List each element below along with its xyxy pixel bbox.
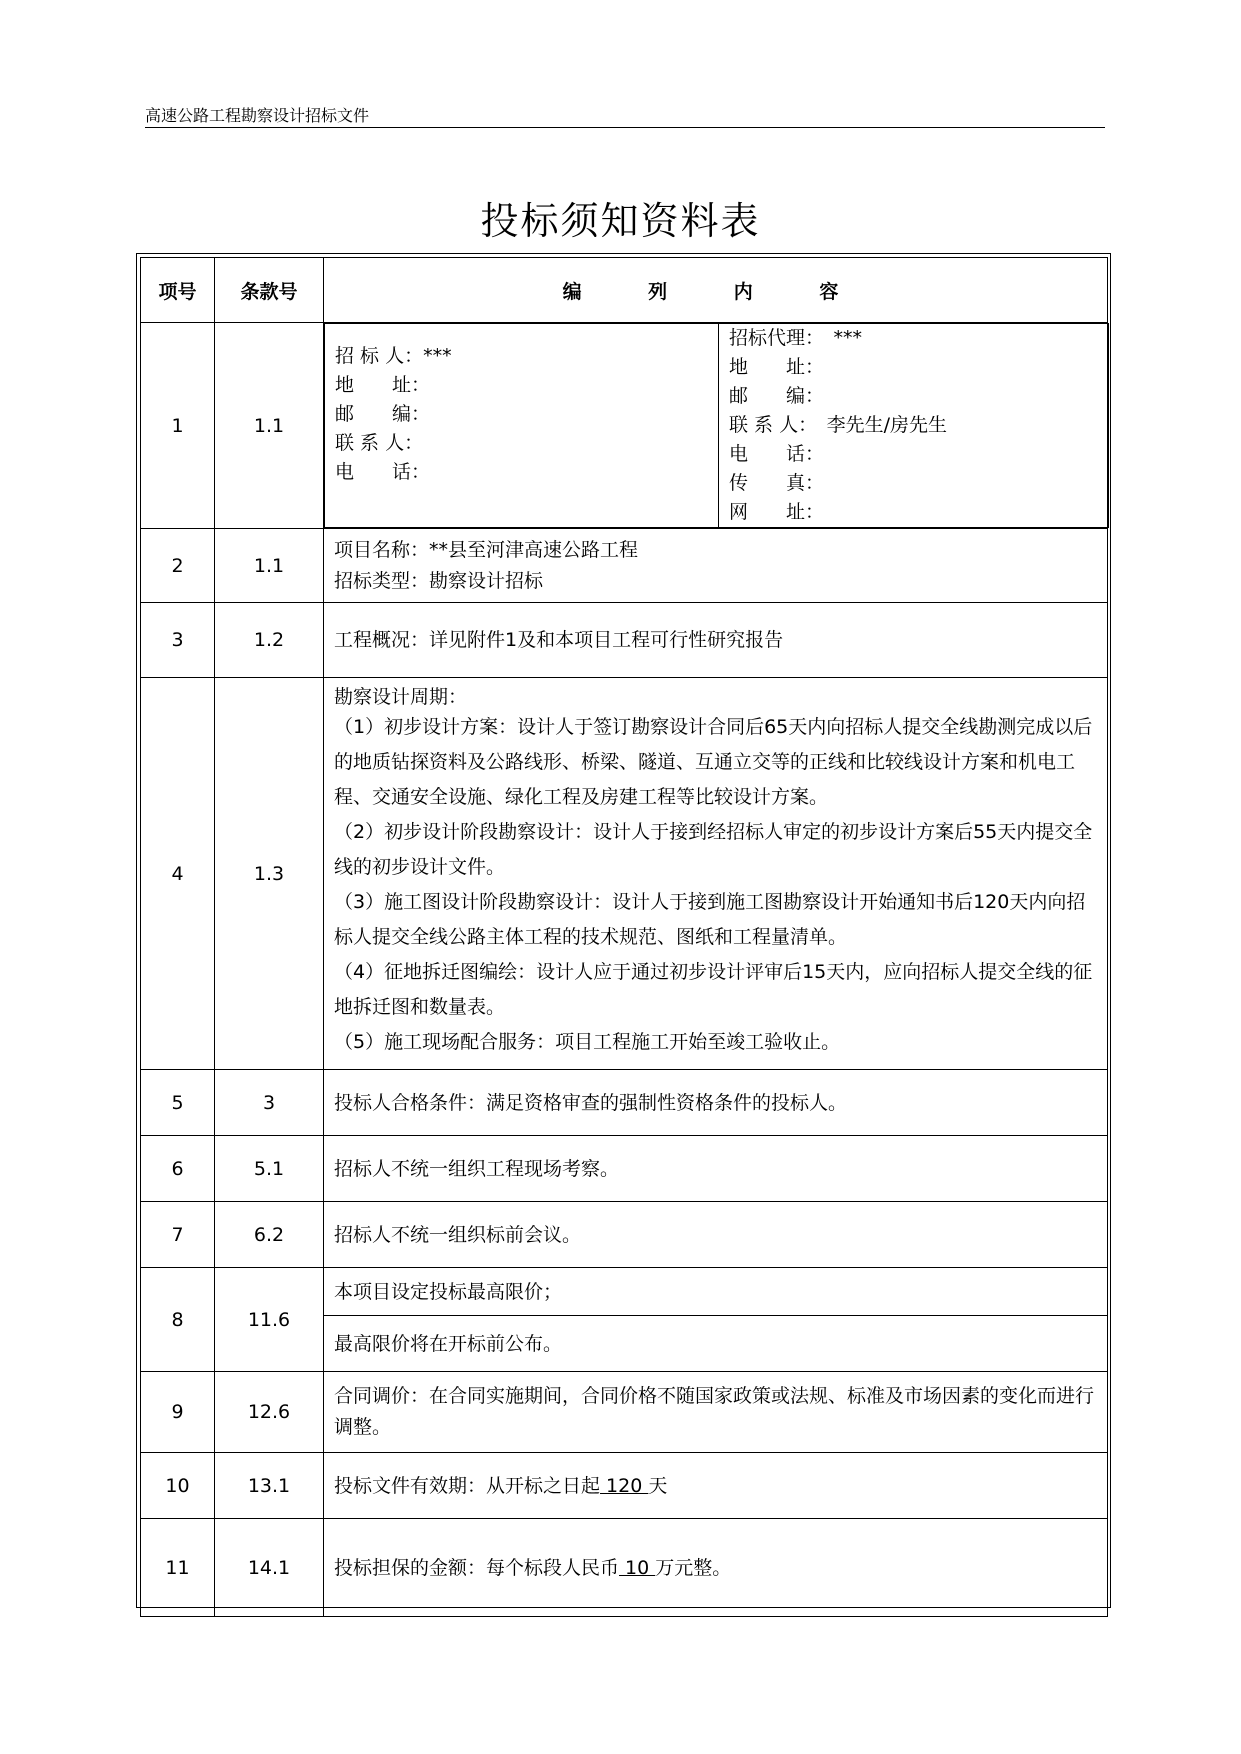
project-name: 项目名称：**县至河津高速公路工程 (334, 538, 639, 561)
clause-no: 1.3 (215, 678, 324, 1070)
page-title: 投标须知资料表 (480, 199, 761, 243)
table-row (141, 1453, 1108, 1519)
agency-fax: 传 真： (729, 472, 825, 494)
header-item-no: 项号 (141, 258, 215, 323)
item-no: 8 (141, 1268, 215, 1372)
clause-no: 11.6 (215, 1268, 324, 1372)
design-period-item: （3）施工图设计阶段勘察设计：设计人于接到施工图勘察设计开始通知书后120天内向招标人提交全线公路主体工程的技术规范、图纸和工程量清单。 (334, 891, 1086, 948)
design-period-title: 勘察设计周期： (334, 686, 468, 708)
tenderer-postcode: 邮 编： (335, 403, 431, 425)
header-clause-no: 条款号 (215, 258, 324, 323)
item-no: 11 (141, 1519, 215, 1617)
design-period-item: （2）初步设计阶段勘察设计：设计人于接到经招标人审定的初步设计方案后55天内提交全线的初步设计文件。 (334, 821, 1093, 878)
clause-no: 3 (215, 1070, 324, 1136)
content-cell: 最高限价将在开标前公布。 (324, 1316, 1108, 1372)
content-cell (324, 678, 1108, 1070)
content-cell: 工程概况：详见附件1及和本项目工程可行性研究报告 (324, 603, 1108, 678)
table-row (141, 323, 1108, 529)
content-cell: 合同调价：在合同实施期间，合同价格不随国家政策或法规、标准及市场因素的变化而进行调整。 (324, 1372, 1108, 1453)
clause-no: 14.1 (215, 1519, 324, 1617)
table-row (141, 603, 1108, 678)
tenderer-contact (325, 324, 719, 528)
item-no: 3 (141, 603, 215, 678)
document-header: 高速公路工程勘察设计招标文件 (145, 106, 370, 125)
content-cell (324, 323, 1108, 529)
agency-address: 地 址： (729, 356, 825, 378)
item-no: 9 (141, 1372, 215, 1453)
table-row (141, 529, 1108, 603)
tenderer-contact-person: 联 系 人： (335, 432, 424, 454)
clause-no: 1.2 (215, 603, 324, 678)
design-period-item: （4）征地拆迁图编绘：设计人应于通过初步设计评审后15天内，应向招标人提交全线的征地拆迁图和数量表。 (334, 961, 1093, 1018)
clause-no: 12.6 (215, 1372, 324, 1453)
design-period-item: （5）施工现场配合服务：项目工程施工开始至竣工验收止。 (334, 1031, 841, 1053)
tenderer-address: 地 址： (335, 374, 431, 396)
clause-no: 13.1 (215, 1453, 324, 1519)
item-no: 7 (141, 1202, 215, 1268)
item-no: 5 (141, 1070, 215, 1136)
table-row (141, 1372, 1108, 1453)
tenderer-name: 招 标 人：*** (335, 345, 452, 367)
header-content-label: 编 列 内 容 (562, 280, 869, 303)
design-period-item: （1）初步设计方案：设计人于签订勘察设计合同后65天内向招标人提交全线勘测完成以后的地质钻探资料及公路线形、桥梁、隧道、互通立交等的正线和比较线设计方案和机电工程、交通安全设施、绿化工程及房建工程等比较设计方案。 (334, 716, 1093, 808)
bond-label: 投标担保的金额：每个标段人民币 (334, 1556, 620, 1579)
agency-name: 招标代理： *** (729, 327, 863, 349)
tenderer-phone: 电 话： (335, 461, 431, 483)
content-cell: 招标人不统一组织标前会议。 (324, 1202, 1108, 1268)
validity-label: 投标文件有效期：从开标之日起 (334, 1474, 601, 1497)
content-cell (324, 1519, 1108, 1617)
table-row (141, 1070, 1108, 1136)
clause-no: 1.1 (215, 529, 324, 603)
agency-contact-person: 联 系 人： 李先生/房先生 (729, 414, 947, 436)
table-row (141, 1268, 1108, 1316)
content-cell: 投标人合格条件：满足资格审查的强制性资格条件的投标人。 (324, 1070, 1108, 1136)
agency-contact (719, 324, 1109, 528)
agency-postcode: 邮 编： (729, 385, 825, 407)
table-row (141, 1136, 1108, 1202)
header-content (324, 258, 1108, 323)
clause-no: 5.1 (215, 1136, 324, 1202)
validity-days: 120 (600, 1474, 649, 1497)
content-cell: 本项目设定投标最高限价； (324, 1268, 1108, 1316)
content-cell (324, 1453, 1108, 1519)
clause-no: 6.2 (215, 1202, 324, 1268)
contact-subtable (324, 323, 1109, 528)
bid-info-table (140, 257, 1108, 1617)
validity-unit: 天 (648, 1474, 668, 1497)
table-row (141, 1202, 1108, 1268)
tender-type: 招标类型：勘察设计招标 (334, 569, 544, 592)
bond-unit: 万元整。 (655, 1556, 732, 1579)
table-header-row (141, 258, 1108, 323)
content-cell: 招标人不统一组织工程现场考察。 (324, 1136, 1108, 1202)
content-cell (324, 529, 1108, 603)
header-divider (145, 127, 1105, 128)
item-no: 2 (141, 529, 215, 603)
item-no: 4 (141, 678, 215, 1070)
clause-no: 1.1 (215, 323, 324, 529)
item-no: 10 (141, 1453, 215, 1519)
agency-website: 网 址： (729, 501, 825, 523)
table-row (141, 1519, 1108, 1617)
item-no: 1 (141, 323, 215, 529)
table-row (141, 678, 1108, 1070)
agency-phone: 电 话： (729, 443, 825, 465)
item-no: 6 (141, 1136, 215, 1202)
bond-amount: 10 (619, 1556, 656, 1579)
